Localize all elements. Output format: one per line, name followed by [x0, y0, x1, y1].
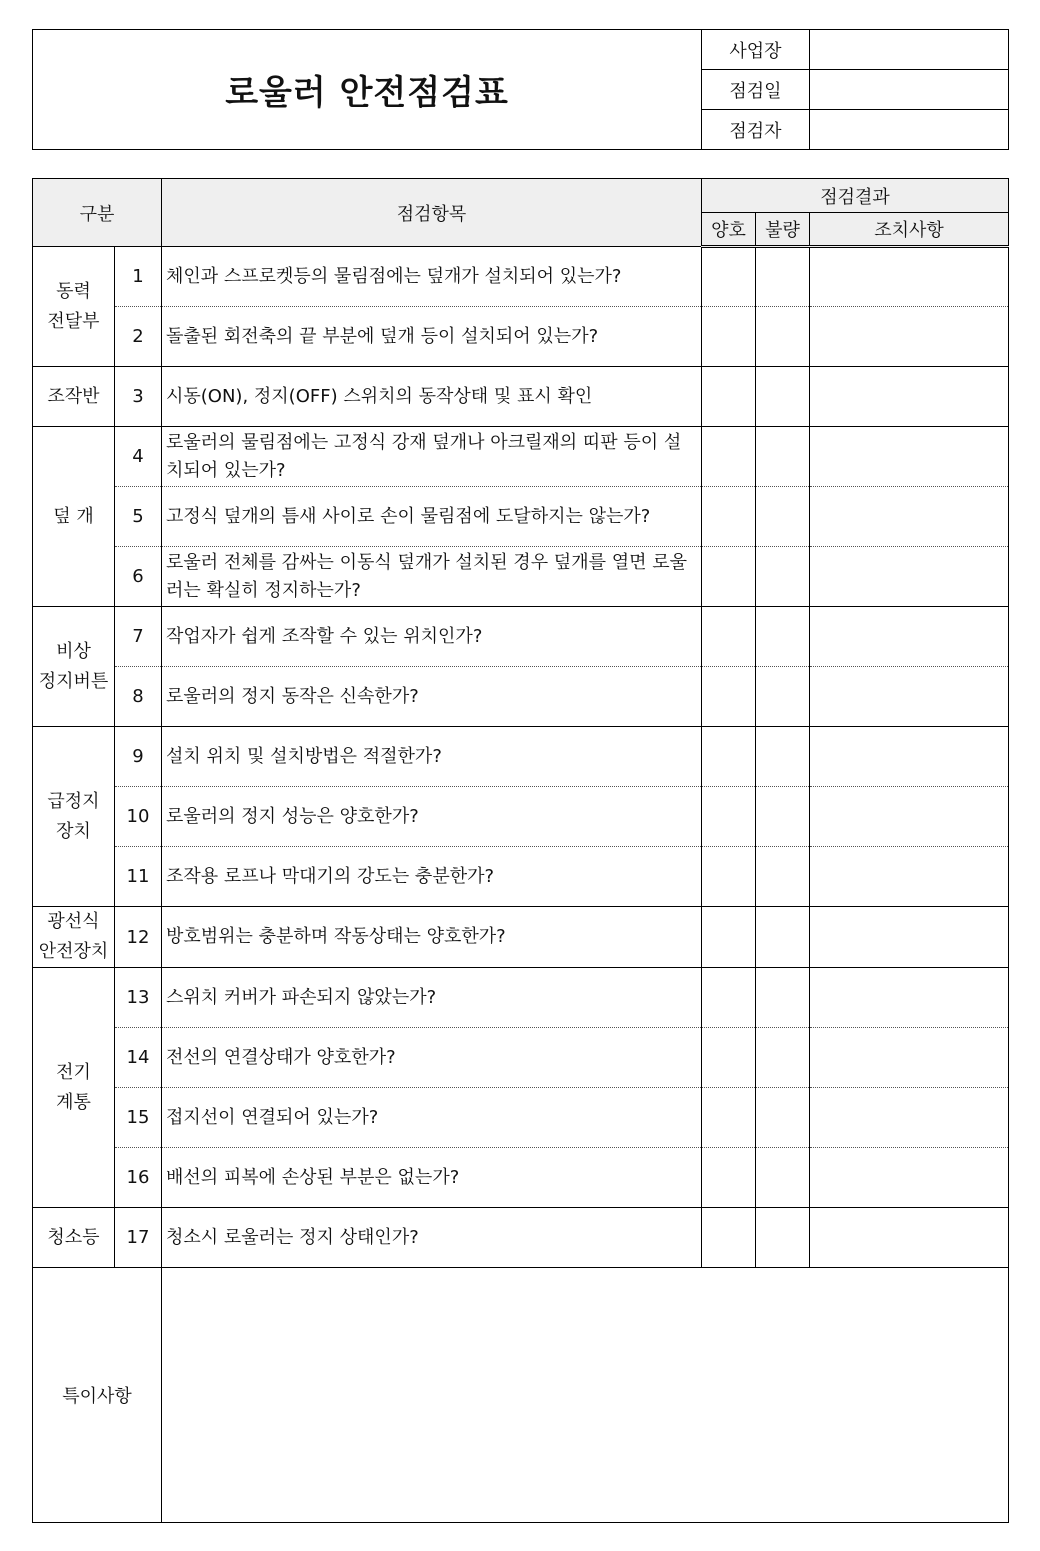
item-text: 전선의 연결상태가 양호한가? — [162, 1028, 702, 1088]
notes-field[interactable] — [162, 1268, 1009, 1523]
good-cell[interactable] — [702, 1028, 756, 1088]
category-cell — [33, 727, 115, 907]
item-number: 13 — [115, 968, 162, 1028]
item-number: 2 — [115, 307, 162, 367]
bad-cell[interactable] — [756, 847, 810, 907]
item-number: 6 — [115, 547, 162, 607]
category-cell — [33, 427, 115, 607]
bad-cell[interactable] — [756, 968, 810, 1028]
action-cell[interactable] — [810, 247, 1009, 307]
category-cell — [33, 907, 115, 968]
item-text: 배선의 피복에 손상된 부분은 없는가? — [162, 1148, 702, 1208]
item-text: 조작용 로프나 막대기의 강도는 충분한가? — [162, 847, 702, 907]
good-cell[interactable] — [702, 847, 756, 907]
header-table — [32, 29, 1009, 150]
table-row — [33, 667, 1009, 727]
item-number: 1 — [115, 247, 162, 307]
notes-label: 특이사항 — [33, 1268, 162, 1523]
item-text: 로울러의 물림점에는 고정식 강재 덮개나 아크릴재의 띠판 등이 설치되어 있는가? — [162, 427, 702, 487]
bad-cell[interactable] — [756, 1028, 810, 1088]
category-label: 전기 계통 — [56, 1061, 91, 1113]
good-cell[interactable] — [702, 667, 756, 727]
bad-cell[interactable] — [756, 1148, 810, 1208]
table-row — [33, 547, 1009, 607]
good-header: 양호 — [702, 213, 756, 247]
bad-cell[interactable] — [756, 1088, 810, 1148]
action-cell[interactable] — [810, 907, 1009, 968]
workplace-field[interactable] — [810, 30, 1009, 70]
action-cell[interactable] — [810, 667, 1009, 727]
table-row — [33, 607, 1009, 667]
item-text: 작업자가 쉽게 조작할 수 있는 위치인가? — [162, 607, 702, 667]
action-cell[interactable] — [810, 1148, 1009, 1208]
item-text: 고정식 덮개의 틈새 사이로 손이 물림점에 도달하지는 않는가? — [162, 487, 702, 547]
category-cell — [33, 607, 115, 727]
good-cell[interactable] — [702, 307, 756, 367]
item-number: 7 — [115, 607, 162, 667]
inspection-date-label: 점검일 — [702, 70, 810, 110]
bad-cell[interactable] — [756, 307, 810, 367]
item-text: 돌출된 회전축의 끝 부분에 덮개 등이 설치되어 있는가? — [162, 307, 702, 367]
category-label: 동력 전달부 — [47, 280, 100, 332]
inspection-date-field[interactable] — [810, 70, 1009, 110]
item-number: 8 — [115, 667, 162, 727]
bad-cell[interactable] — [756, 787, 810, 847]
table-row — [33, 847, 1009, 907]
item-number: 15 — [115, 1088, 162, 1148]
item-number: 11 — [115, 847, 162, 907]
result-header: 점검결과 — [702, 179, 1009, 213]
good-cell[interactable] — [702, 1148, 756, 1208]
table-row — [33, 427, 1009, 487]
item-text: 설치 위치 및 설치방법은 적절한가? — [162, 727, 702, 787]
action-cell[interactable] — [810, 787, 1009, 847]
bad-cell[interactable] — [756, 907, 810, 968]
good-cell[interactable] — [702, 968, 756, 1028]
category-cell — [33, 367, 115, 427]
category-cell — [33, 1208, 115, 1268]
category-label: 조작반 — [47, 385, 100, 407]
table-row — [33, 487, 1009, 547]
item-number: 12 — [115, 907, 162, 968]
table-row — [33, 367, 1009, 427]
bad-cell[interactable] — [756, 367, 810, 427]
item-text: 로울러의 정지 동작은 신속한가? — [162, 667, 702, 727]
bad-cell[interactable] — [756, 1208, 810, 1268]
table-row — [33, 787, 1009, 847]
category-header: 구분 — [33, 179, 162, 247]
action-cell[interactable] — [810, 427, 1009, 487]
good-cell[interactable] — [702, 787, 756, 847]
item-number: 14 — [115, 1028, 162, 1088]
action-header: 조치사항 — [810, 213, 1009, 247]
bad-cell[interactable] — [756, 607, 810, 667]
category-label: 청소등 — [47, 1226, 100, 1248]
action-cell[interactable] — [810, 727, 1009, 787]
item-text: 청소시 로울러는 정지 상태인가? — [162, 1208, 702, 1268]
item-number: 4 — [115, 427, 162, 487]
action-cell[interactable] — [810, 847, 1009, 907]
category-cell — [33, 247, 115, 367]
item-number: 17 — [115, 1208, 162, 1268]
good-cell[interactable] — [702, 907, 756, 968]
action-cell[interactable] — [810, 307, 1009, 367]
table-row — [33, 247, 1009, 307]
checklist-table — [32, 178, 1009, 1523]
item-text: 체인과 스프로켓등의 물림점에는 덮개가 설치되어 있는가? — [162, 247, 702, 307]
bad-cell[interactable] — [756, 667, 810, 727]
item-number: 9 — [115, 727, 162, 787]
table-row — [33, 1088, 1009, 1148]
category-label: 광선식 안전장치 — [38, 911, 109, 962]
item-number: 3 — [115, 367, 162, 427]
table-row — [33, 1148, 1009, 1208]
good-cell[interactable] — [702, 247, 756, 307]
action-cell[interactable] — [810, 968, 1009, 1028]
category-cell — [33, 968, 115, 1208]
bad-cell[interactable] — [756, 727, 810, 787]
item-text: 방호범위는 충분하며 작동상태는 양호한가? — [162, 907, 702, 968]
good-cell[interactable] — [702, 487, 756, 547]
action-cell[interactable] — [810, 607, 1009, 667]
bad-cell[interactable] — [756, 247, 810, 307]
item-text: 시동(ON), 정지(OFF) 스위치의 동작상태 및 표시 확인 — [162, 367, 702, 427]
table-row — [33, 1208, 1009, 1268]
bad-header: 불량 — [756, 213, 810, 247]
action-cell[interactable] — [810, 367, 1009, 427]
action-cell[interactable] — [810, 487, 1009, 547]
action-cell[interactable] — [810, 1028, 1009, 1088]
item-text: 접지선이 연결되어 있는가? — [162, 1088, 702, 1148]
good-cell[interactable] — [702, 547, 756, 607]
good-cell[interactable] — [702, 427, 756, 487]
category-label: 덮 개 — [53, 505, 94, 527]
good-cell[interactable] — [702, 1208, 756, 1268]
table-row — [33, 907, 1009, 968]
table-row — [33, 307, 1009, 367]
bad-cell[interactable] — [756, 487, 810, 547]
table-row — [33, 968, 1009, 1028]
action-cell[interactable] — [810, 547, 1009, 607]
good-cell[interactable] — [702, 607, 756, 667]
category-label: 비상 정지버튼 — [38, 640, 109, 692]
bad-cell[interactable] — [756, 427, 810, 487]
workplace-label: 사업장 — [702, 30, 810, 70]
category-label: 급정지 장치 — [47, 790, 100, 842]
action-cell[interactable] — [810, 1208, 1009, 1268]
item-text: 로울러 전체를 감싸는 이동식 덮개가 설치된 경우 덮개를 열면 로울러는 확실히 정지하는가? — [162, 547, 702, 607]
action-cell[interactable] — [810, 1088, 1009, 1148]
item-number: 5 — [115, 487, 162, 547]
item-text: 스위치 커버가 파손되지 않았는가? — [162, 968, 702, 1028]
item-header: 점검항목 — [162, 179, 702, 247]
table-row — [33, 727, 1009, 787]
inspector-label: 점검자 — [702, 110, 810, 150]
good-cell[interactable] — [702, 1088, 756, 1148]
item-number: 10 — [115, 787, 162, 847]
good-cell[interactable] — [702, 727, 756, 787]
inspector-field[interactable] — [810, 110, 1009, 150]
table-row — [33, 1028, 1009, 1088]
item-number: 16 — [115, 1148, 162, 1208]
item-text: 로울러의 정지 성능은 양호한가? — [162, 787, 702, 847]
page-title: 로울러 안전점검표 — [33, 30, 702, 150]
good-cell[interactable] — [702, 367, 756, 427]
bad-cell[interactable] — [756, 547, 810, 607]
